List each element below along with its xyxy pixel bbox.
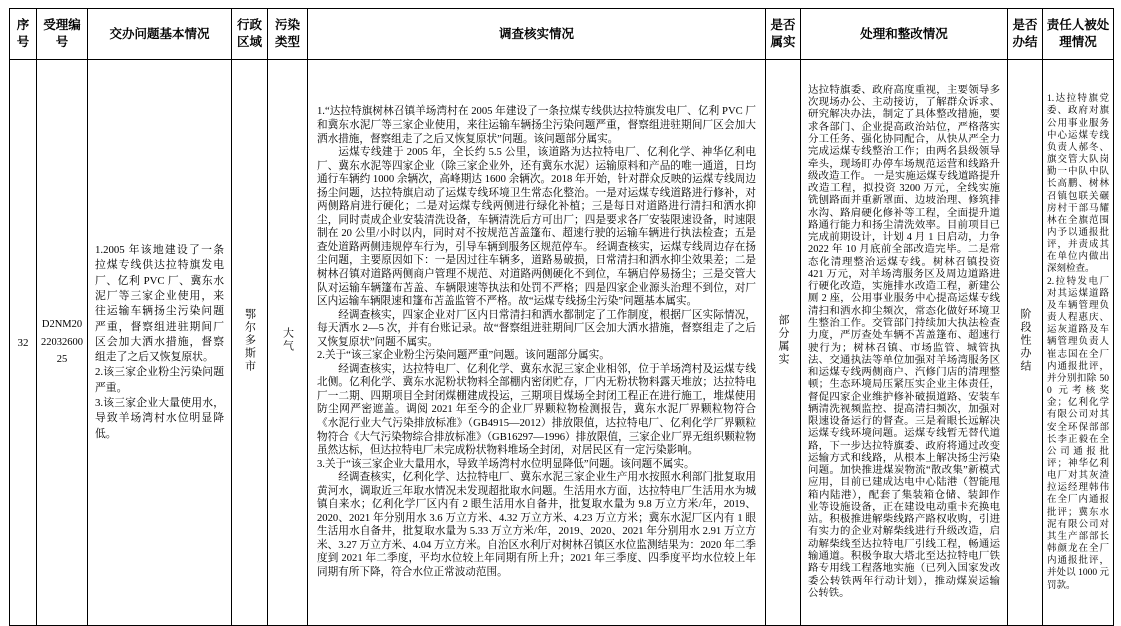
- paragraph: 3.该三家企业大量使用水，导致羊场湾村水位明显降低。: [95, 397, 224, 440]
- header-rectification: 处理和整改情况: [801, 9, 1008, 60]
- paragraph: 经调查核实，四家企业对厂区内日常清扫和洒水都制定了工作制度，根据厂区实际情况，每天洒水 2—5 次，并有台账记录。故“督察组进驻期间厂区会加大洒水措施，督察组走了之后又恢复原状”问题不属实。: [317, 309, 756, 348]
- cell-investigation: [308, 60, 766, 626]
- header-serial-number: 序号: [10, 9, 37, 60]
- paragraph: 达拉特旗委、政府高度重视，主要领导多次现场办公、主动接访，了解群众诉求、研究解决办法，制定了具体整改措施，要求各部门、企业提高政治站位，严格落实分工任务、强化协同配合，从快从严全力完成运煤专线整治工作；由两名县级领导牵头，现场盯办停车场规范运营和线路升级改造工作。 一是实施运煤专线道路提升改造工程，拟投资 3200 万元，全线实施铣刨路面并重新罩面、边坡治理、修筑排水沟、路肩硬化修补等工程，全面提升道路通行能力和扬尘清洗效率。目前项目已完成前期设计，计划 4 月 1 日启动，力争 2022 年 10 月底前全部改造完毕。二是常态化清理整治运煤专线。树林召镇投资 421 万元，对羊场湾服务区及周边道路进行硬化改造，实施排水改造工程，新建公厕 2 座，公用事业服务中心提高运煤专线清扫和洒水抑尘频次，常态化做好环境卫生整治工作。交管部门持续加大执法检查力度，严厉查处车辆不苫盖篷布、超速行驶行为；树林召镇、市场监管、城管执法、交通执法等单位加强对羊场湾服务区和运煤专线两侧商户、汽修门店的清理整顿；生态环境局压紧压实企业主体责任，督促四家企业维护修补破损道路、安装车辆清洗视频监控、提高清扫频次，加强对限速设备运行的督查。三是着眼长远解决运煤专线环境问题。运煤专线暂无替代道路，下一步达拉特旗委、政府将通过改变运输方式和线路，从根本上解决扬尘污染问题。加快推进煤炭物流“散改集”新模式应用，目前已建成达电中心陆港（智能甩箱内陆港），配套了集装箱仓储、装卸作业等设施设备，正在建设电动重卡充换电站。积极推进解柴线路产路权收购，引进有实力的企业对解柴线进行升级改造，启动解柴线至达拉特电厂引线工程，畅通运输通道。积极争取大塔北至达拉特电厂铁路专用线工程落地实施（已列入国家发改委公转铁两年行动计划），推动煤炭运输公转铁。: [808, 84, 1000, 599]
- paragraph: 经调查核实，亿利化学、达拉特电厂、冀东水泥三家企业生产用水按照水利部门批复取用黄河水，调取近三年取水情况未发现超批取水问题。生活用水方面，达拉特电厂生活用水为城镇自来水；亿利化学厂区内有 2 眼生活用水自备井，批复取水量为 9.8 万立方米/年，2019、2020、2021 年分别用水 3.6 万立方米、4.32 万立方米、4.23 万立方米；冀东水泥厂区内有 1 眼生活用水自备井，批复取水量为 5.33 万立方米/年，2019、2020、2021 年分别用水 2.91 万立方米、3.27 万立方米、4.04 万立方米。自治区水利厅对树林召镇区水位监测结果为：2020 年二季度到 2021 年二季度，平均水位较上年同期有所上升；2021 年三季度、四季度平均水位较上年同期有所下降，符合水位正常波动范围。: [317, 472, 756, 579]
- paragraph: 3.关于“该三家企业大量用水，导致羊场湾村水位明显降低”问题。该问题不属实。: [317, 458, 695, 470]
- header-case-number: 受理编号: [37, 9, 88, 60]
- cell-serial-number: 32: [10, 60, 37, 626]
- cell-is-closed: [1008, 60, 1043, 626]
- is-closed-text: 阶段性办结: [1019, 307, 1031, 373]
- paragraph: 2.关于“该三家企业粉尘污染问题严重”问题。该问题部分属实。: [317, 350, 610, 362]
- header-investigation: 调查核实情况: [308, 9, 766, 60]
- paragraph: 运煤专线建于 2005 年，全长约 5.5 公里，该道路为达拉特电厂、亿利化学、神华亿利电厂、冀东水泥等四家企业（除三家企业外，还有冀东水泥）运输原料和产品的唯一通道，日均通行车辆约 1000 余辆次，高峰期达 1600 余辆次。2018 年开始，针对群众反映的运煤专线周边扬尘问题，达拉特旗启动了运煤专线环境卫生常态化整治。一是对运煤专线道路进行修补，对两侧路肩进行硬化；二是对运煤专线两侧进行绿化补植；三是每日对道路进行清扫和洒水抑尘，同时责成企业安装清洗设备，车辆清洗后方可出厂；四是要求各厂安装限速设备，时速限制在 20 公里/小时以内，同时对不按规范苫盖篷布、超速行驶的运输车辆进行执法检查；五是查处道路两侧违规停车行为，引导车辆到服务区规范停车。 经调查核实，运煤专线周边存在扬尘问题，主要原因如下：一是因过往车辆多，道路易破损，日常清扫和洒水抑尘效果差；二是树林召镇对道路两侧商户管理不规范、对道路两侧硬化不到位，车辆启停易扬尘；三是交管大队对运输车辆篷布苫盖、车辆限速等执法和处罚不严格；四是四家企业源头治理不到位，对厂区内运输车辆限速和篷布苫盖监管不严格。故“运煤专线扬尘污染”问题基本属实。: [317, 147, 756, 308]
- header-admin-region: 行政区域: [232, 9, 268, 60]
- is-true-text: 部分属实: [777, 314, 789, 366]
- cell-problem-description: [88, 60, 232, 626]
- paragraph: 2.该三家企业粉尘污染问题严重。: [95, 366, 224, 394]
- cell-rectification: [801, 60, 1008, 626]
- cell-pollution-type: [268, 60, 308, 626]
- paragraph: 1.“达拉特旗树林召镇羊场湾村在 2005 年建设了一条拉煤专线供达拉特旗发电厂、亿利 PVC 厂和冀东水泥厂等三家企业使用，来往运输车辆扬尘污染问题严重，督察组进驻期间厂区会加大洒水措施，督察组走了之后又恢复原状”问题。该问题部分属实。: [317, 106, 756, 145]
- table-header-row: [10, 9, 1114, 60]
- header-problem-description: 交办问题基本情况: [88, 9, 232, 60]
- cell-is-true: [766, 60, 801, 626]
- header-pollution-type: 污染类型: [268, 9, 308, 60]
- paragraph: 经调查核实，达拉特电厂、亿利化学、冀东水泥三家企业相邻，位于羊场湾村及运煤专线北侧。亿利化学、冀东水泥粉状物料全部棚内密闭贮存，厂内无粉状物料露天堆放；达拉特电厂一二期、四期项目全封闭煤棚建成投运，三期项目煤场全封闭工程正在进行施工，堆煤使用防尘网严密遮盖。调阅 2021 年至今的企业厂界颗粒物检测报告，冀东水泥厂界颗粒物符合《水泥行业大气污染排放标准》（GB4915—2012）排放限值，达拉特电厂、亿利化学厂界颗粒物符合《大气污染物综合排放标准》（GB16297—1996）排放限值，三家企业厂界无组织颗粒物虽然达标，但达拉特电厂未完成粉状物料堆场全封闭，对居民区有一定污染影响。: [317, 363, 756, 457]
- header-accountability: 责任人被处理情况: [1043, 9, 1114, 60]
- pollution-type-text: 大气: [281, 327, 294, 353]
- paragraph: 1.2005 年该地建设了一条拉煤专线供达拉特旗发电厂、亿利 PVC 厂、冀东水泥厂等三家企业使用，来往运输车辆扬尘污染问题严重，督察组进驻期间厂区会加大洒水措施，督察组走了之后又恢复原状。: [95, 243, 224, 364]
- cell-accountability: [1043, 60, 1114, 626]
- table-row: [10, 60, 1114, 626]
- cell-admin-region: [232, 60, 268, 626]
- admin-region-text: 鄂尔多斯市: [243, 307, 256, 373]
- inspection-report-table: [9, 8, 1114, 626]
- header-is-true: 是否属实: [766, 9, 801, 60]
- header-is-closed: 是否办结: [1008, 9, 1043, 60]
- cell-case-number: D2NM202203260025: [37, 60, 88, 626]
- paragraph: 1.达拉特旗党委、政府对旗公用事业服务中心运煤专线负责人郝冬、旗交管大队岗勤一中队中队长高鹏、树林召镇包联关碾房村干部马耀林在全旗范围内予以通报批评，并责成其在单位内做出深刻检查。: [1047, 94, 1109, 275]
- paragraph: 2.拉特发电厂对其运煤道路及车辆管理负责人程惠庆、运灰道路及车辆管理负责人崔志国在全厂内通报批评，并分别扣除 500 元考核奖金；亿利化学有限公司对其安全环保部部长李正毅在全公司通报批评；神华亿利电厂对其灰渣拉运经理韩伟在全厂内通报批评；冀东水泥有限公司对其生产部部长韩颜龙在全厂内通报批评，并处以 1000 元罚款。: [1047, 276, 1109, 591]
